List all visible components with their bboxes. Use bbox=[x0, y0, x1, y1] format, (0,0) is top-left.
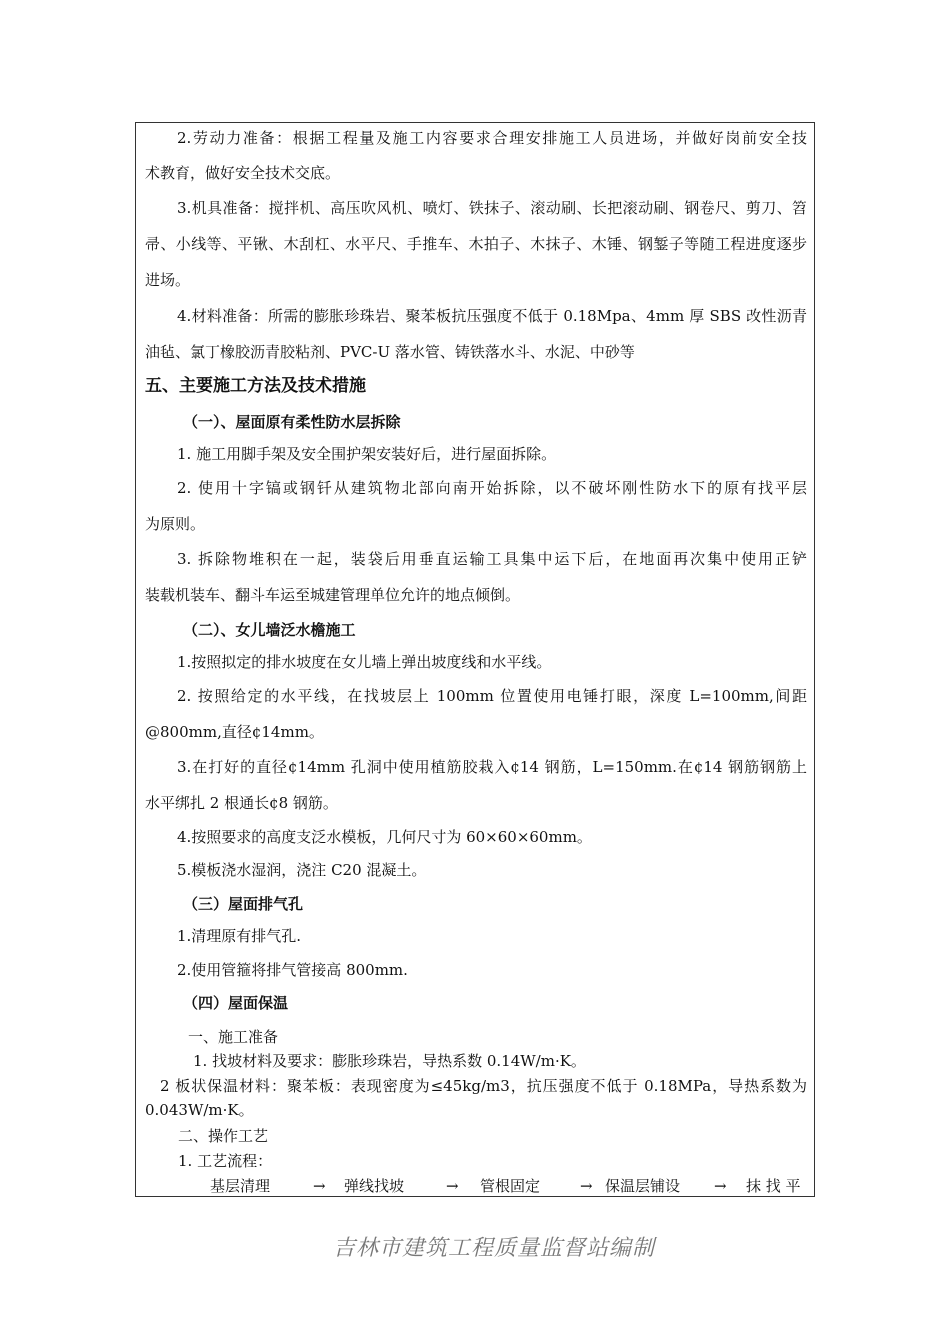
para-b5: 5.模板浇水湿润，浇注 C20 混凝土。 bbox=[177, 861, 427, 879]
process-flow bbox=[208, 1176, 808, 1196]
flow-step-insulation-laying: 保温层铺设 bbox=[605, 1177, 681, 1195]
para-d0: 一、施工准备 bbox=[188, 1028, 279, 1046]
para-a1: 1. 施工用脚手架及安全围护架安装好后，进行屋面拆除。 bbox=[177, 445, 557, 463]
para-machine-prep-end: 进场。 bbox=[145, 271, 191, 289]
para-c1: 1.清理原有排气孔. bbox=[177, 927, 302, 945]
para-b2-cont: @800mm,直径¢14mm。 bbox=[145, 723, 324, 741]
para-material-prep-cont: 油毡、氯丁橡胶沥青胶粘剂、PVC-U 落水管、铸铁落水斗、水泥、中砂等 bbox=[145, 343, 635, 361]
para-d2-cont: 0.043W/m·K。 bbox=[145, 1101, 254, 1119]
para-c2: 2.使用管箍将排气管接高 800mm. bbox=[177, 961, 408, 979]
para-d3: 二、操作工艺 bbox=[178, 1127, 269, 1145]
para-labor-prep: 2.劳动力准备：根据工程量及施工内容要求合理安排施工人员进场，并做好岗前安全技 bbox=[177, 129, 807, 147]
para-b4: 4.按照要求的高度支泛水模板，几何尺寸为 60×60×60mm。 bbox=[177, 828, 592, 846]
para-material-prep: 4.材料准备：所需的膨胀珍珠岩、聚苯板抗压强度不低于 0.18Mpa、4mm 厚 SBS 改性沥青 bbox=[177, 307, 807, 325]
flow-arrow-icon: → bbox=[580, 1177, 593, 1195]
para-b3: 3.在打好的直径¢14mm 孔洞中使用植筋胶栽入¢14 钢筋，L=150mm.在¢14 钢筋钢筋上 bbox=[177, 758, 807, 776]
para-d2: 2 板状保温材料：聚苯板：表现密度为≤45kg/m3，抗压强度不低于 0.18MPa，导热系数为 bbox=[160, 1077, 807, 1095]
flow-step-pipe-fixing: 管根固定 bbox=[480, 1177, 541, 1195]
para-a3-cont: 装载机装车、翻斗车运至城建管理单位允许的地点倾倒。 bbox=[145, 586, 521, 604]
para-a3: 3. 拆除物堆积在一起，装袋后用垂直运输工具集中运下后，在地面再次集中使用正铲 bbox=[177, 550, 807, 568]
flow-step-slope-marking: 弹线找坡 bbox=[344, 1177, 405, 1195]
flow-arrow-icon: → bbox=[446, 1177, 459, 1195]
section-heading-5: 五、主要施工方法及技术措施 bbox=[145, 376, 366, 396]
para-labor-prep-cont: 术教育，做好安全技术交底。 bbox=[145, 164, 341, 182]
subheading-4: （四）屋面保温 bbox=[183, 994, 289, 1012]
footer-signature: 吉林市建筑工程质量监督站编制 bbox=[333, 1236, 656, 1261]
para-machine-prep: 3.机具准备：搅拌机、高压吹风机、喷灯、铁抹子、滚动刷、长把滚动刷、钢卷尺、剪刀、笤 bbox=[177, 199, 807, 217]
para-b3-cont: 水平绑扎 2 根通长¢8 钢筋。 bbox=[145, 794, 338, 812]
subheading-3: （三）屋面排气孔 bbox=[183, 895, 304, 913]
para-b2: 2. 按照给定的水平线，在找坡层上 100mm 位置使用电锤打眼，深度 L=100mm,间距 bbox=[177, 687, 807, 705]
flow-arrow-icon: → bbox=[313, 1177, 326, 1195]
subheading-1: （一）、屋面原有柔性防水层拆除 bbox=[183, 413, 401, 431]
para-b1: 1.按照拟定的排水坡度在女儿墙上弹出坡度线和水平线。 bbox=[177, 653, 552, 671]
para-d1: 1. 找坡材料及要求：膨胀珍珠岩，导热系数 0.14W/m·K。 bbox=[193, 1052, 586, 1070]
para-machine-prep-cont: 帚、小线等、平锹、木刮杠、水平尺、手推车、木拍子、木抹子、木锤、钢錾子等随工程进度逐步 bbox=[145, 235, 807, 253]
para-d4: 1. 工艺流程： bbox=[178, 1152, 273, 1170]
subheading-2: （二）、女儿墙泛水檐施工 bbox=[183, 621, 356, 639]
flow-step-leveling: 抹 找 平 bbox=[746, 1177, 801, 1195]
para-a2: 2. 使用十字镐或钢钎从建筑物北部向南开始拆除，以不破坏刚性防水下的原有找平层 bbox=[177, 479, 807, 497]
flow-step-base-cleaning: 基层清理 bbox=[210, 1177, 271, 1195]
flow-arrow-icon: → bbox=[714, 1177, 727, 1195]
para-a2-cont: 为原则。 bbox=[145, 515, 206, 533]
